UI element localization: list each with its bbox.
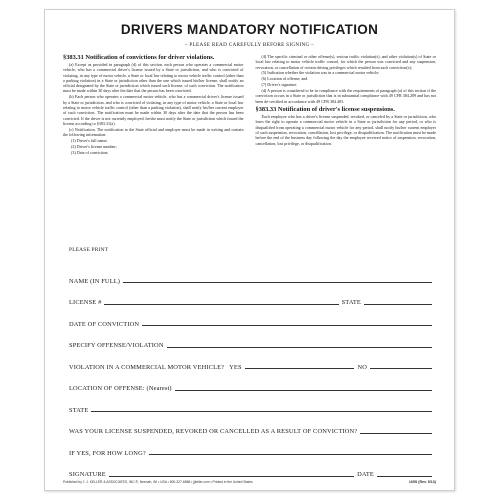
suspended-label: WAS YOUR LICENSE SUSPENDED, REVOKED OR CANCELLED AS A RESULT OF CONVICTION? xyxy=(69,428,358,435)
list-item: (2) Driver's license number; xyxy=(71,143,117,149)
no-label: NO xyxy=(357,363,367,371)
date-conviction-row xyxy=(69,306,432,328)
list-item: (7) Driver's signature. xyxy=(261,82,298,88)
state2-field[interactable] xyxy=(91,410,432,412)
violation-cmv-label: VIOLATION IN A COMMERCIAL MOTOR VEHICLE? xyxy=(69,363,225,371)
driver-form xyxy=(69,263,432,478)
list-item: (5) Indication whether the violation was in a commercial motor vehicle; xyxy=(261,70,380,76)
offense-label: SPECIFY OFFENSE/VIOLATION xyxy=(69,342,164,349)
license-row xyxy=(69,285,432,307)
document-subtitle: – PLEASE READ CAREFULLY BEFORE SIGNING – xyxy=(184,42,315,48)
paragraph-c: (c) Notification. The notification to the State official and employer must be made in writing and contain the following information: xyxy=(63,126,244,138)
license-label: LICENSE # xyxy=(69,299,102,306)
date-field[interactable] xyxy=(377,475,432,477)
no-field[interactable] xyxy=(370,367,432,369)
suspended-row xyxy=(69,414,432,436)
publisher-text: Published by J. J. KELLER & ASSOCIATES, INC.®, Neenah, WI • USA • 800-327-6868 • jjkeller.com • Printed in the United States xyxy=(63,480,253,484)
list-item: (1) Driver's full name; xyxy=(71,137,108,143)
section-383-33-heading: §383.33 Notification of driver's license suspensions. xyxy=(255,106,395,114)
name-field[interactable] xyxy=(123,281,432,283)
please-print-label: PLEASE PRINT xyxy=(69,247,109,253)
signature-label: SIGNATURE xyxy=(69,471,106,478)
signature-row xyxy=(69,457,432,479)
how-long-field[interactable] xyxy=(149,453,432,455)
paragraph-d: (d) A person is considered to be in compliance with the requirements of paragraph (a) of this section if the conviction occurs in a State or jurisdiction that is in substantial compliance with 49 CFR 384.209 and has not been de-certified in accordance with 49 CFR 384.405. xyxy=(255,88,436,104)
how-long-label: IF YES, FOR HOW LONG? xyxy=(69,449,146,457)
location-row xyxy=(69,371,432,393)
paragraph-b: (b) Each person who operates a commercial motor vehicle, who has a commercial driver's license issued by a State or jurisdiction, and who is convicted of violating, in any type of motor vehicle, a State or local law relating to motor vehicle traffic control (other than a parking violation), shall notify his/her current employer of such conviction. The notification must be made within 30 days after the date that the person has been convicted. If the driver is not currently employed, he/she must notify the State or jurisdiction which issued the license according to §383.31(a). xyxy=(63,94,244,126)
location-label: LOCATION OF OFFENSE: (Nearest) xyxy=(69,385,172,392)
location-field[interactable] xyxy=(175,389,432,391)
suspension-paragraph: Each employee who has a driver's license suspended, revoked, or canceled by a State or jurisdiction, who loses the right to operate a commercial motor vehicle in a State or jurisdiction for any period, or who is disqualified from operating a commercial motor vehicle for any period, shall notify his/her current employer of such suspension, revocation, cancellation, lost privilege, or disqualification. The notification must be made before the end of the business day following the day the employee received notice of suspension, revocation, cancellation, lost privilege, or disqualification. xyxy=(255,114,436,146)
notification-form-page xyxy=(44,9,455,491)
state-field[interactable] xyxy=(364,303,432,305)
license-field[interactable] xyxy=(104,303,338,305)
yes-field[interactable] xyxy=(245,367,355,369)
signature-field[interactable] xyxy=(109,475,354,477)
page-footer xyxy=(63,480,436,484)
suspended-field[interactable] xyxy=(360,432,432,434)
list-item: (3) Date of conviction; xyxy=(71,149,109,155)
yes-label: YES xyxy=(229,363,242,371)
regulation-text xyxy=(63,54,436,244)
state2-label: STATE xyxy=(69,406,89,414)
state2-row xyxy=(69,392,432,414)
date-conviction-field[interactable] xyxy=(142,324,432,326)
offense-row xyxy=(69,328,432,350)
date-label: DATE xyxy=(357,471,374,478)
regulation-left-column xyxy=(63,54,244,244)
violation-cmv-row xyxy=(69,349,432,371)
paragraph-a: (a) Except as provided in paragraph (d) of this section, each person who operates a commercial motor vehicle, who has a commercial driver's license issued by a State or jurisdiction, and who is convicted of violating, in any type of motor vehicle, a State or local law relating to motor vehicle traffic control (other than a parking violation) in a State or jurisdiction other than the one which issued his/her license, shall notify an official designated by the State or jurisdiction which issued such license, of such conviction. The notification must be made within 30 days after the date that the person has been convicted. xyxy=(63,62,244,94)
section-383-31-heading: §383.31 Notification of convictions for driver violations. xyxy=(63,54,215,61)
list-item: (4) The specific criminal or other offense(s), serious traffic violation(s), and other violation(s) of State or local law relating to motor vehicle traffic control, for which the person was convicted and any suspension, revocation, or cancellation of certain driving privileges which resulted from such conviction(s); xyxy=(255,54,436,70)
date-conviction-label: DATE OF CONVICTION xyxy=(69,320,140,328)
name-label: NAME (IN FULL) xyxy=(69,277,121,285)
name-row xyxy=(69,263,432,285)
document-title: DRIVERS MANDATORY NOTIFICATION xyxy=(120,22,379,37)
state-label: STATE xyxy=(341,299,361,306)
how-long-row xyxy=(69,435,432,457)
regulation-right-column xyxy=(256,54,437,244)
list-item: (6) Location of offense; and xyxy=(261,76,308,82)
form-revision: 165S (Rev. 5/13) xyxy=(408,480,436,484)
offense-field[interactable] xyxy=(167,346,432,348)
